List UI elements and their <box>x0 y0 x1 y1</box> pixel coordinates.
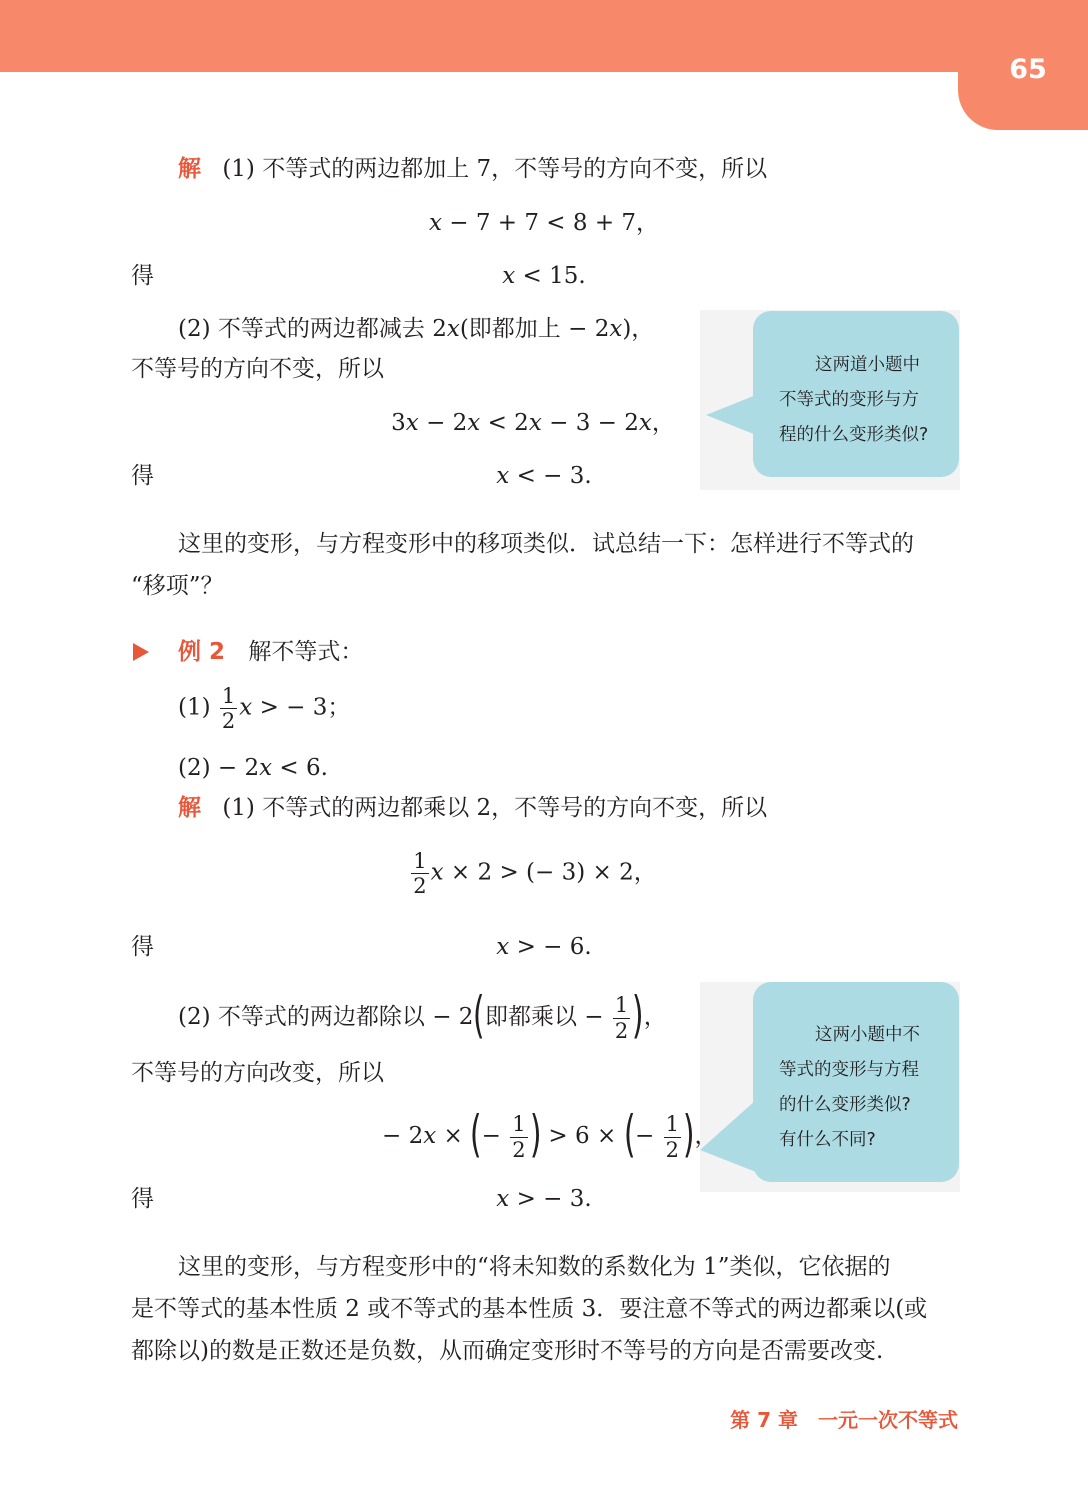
get-label: 得 <box>131 934 154 960</box>
result-4: x > − 3. <box>496 1186 592 1212</box>
hint-bubble-1: 这两道小题中 不等式的变形与方 程的什么变形类似? <box>753 311 959 477</box>
header-bar <box>0 0 1088 72</box>
example-label: 例 2 <box>178 639 226 665</box>
get-label: 得 <box>131 1186 154 1212</box>
play-arrow-icon <box>133 643 149 661</box>
summary-2-line-2: 是不等式的基本性质 2 或不等式的基本性质 3．要注意不等式的两边都乘以(或 <box>131 1296 928 1322</box>
summary-1-line-1: 这里的变形，与方程变形中的移项类似．试总结一下：怎样进行不等式的 <box>178 531 914 557</box>
chapter-footer: 第 7 章 一元一次不等式 <box>730 1408 958 1432</box>
solution-label: 解 <box>178 156 201 182</box>
result-2: x < − 3. <box>496 463 592 489</box>
bubble-tail <box>706 395 756 435</box>
equation-1: x − 7 + 7 < 8 + 7， <box>428 210 660 236</box>
equation-4: − 2x × (− $\frac{1}{2}$ ) > 6 × (− $\frac{1}{2}$ )， <box>382 1105 718 1163</box>
get-label: 得 <box>131 463 154 489</box>
summary-2-line-3: 都除以)的数是正数还是负数，从而确定变形时不等号的方向是否需要改变. <box>131 1338 884 1364</box>
hint-bubble-2: 这两小题中不 等式的变形与方程 的什么变形类似? 有什么不同? <box>753 982 959 1182</box>
question-1: (1) $\frac{1}{2}$ x > − 3； <box>178 684 351 734</box>
solution-line-4b: 不等号的方向改变，所以 <box>131 1060 384 1086</box>
bubble-tail <box>700 1100 756 1172</box>
example-2-heading: 例 2 解不等式： <box>178 639 364 665</box>
equation-2: 3x − 2x < 2x − 3 − 2x， <box>391 410 675 436</box>
result-3: x > − 6. <box>496 934 592 960</box>
result-1: x < 15. <box>502 263 586 289</box>
solution-line-4: (2) 不等式的两边都除以 − 2(即都乘以 − $\frac{1}{2}$ )， <box>178 986 667 1044</box>
equation-3: $\frac{1}{2}$ x × 2 > (− 3) × 2， <box>413 849 657 899</box>
summary-2-line-1: 这里的变形，与方程变形中的“将未知数的系数化为 1”类似，它依据的 <box>178 1254 891 1280</box>
solution-line-2: (2) 不等式的两边都减去 2x(即都加上 − 2x)， <box>178 316 655 342</box>
solution-label: 解 <box>178 795 201 821</box>
summary-1-line-2: “移项”？ <box>131 573 224 599</box>
solution-line-2b: 不等号的方向不变，所以 <box>131 356 384 382</box>
solution-line-3: 解 (1) 不等式的两边都乘以 2，不等号的方向不变，所以 <box>178 795 768 821</box>
solution-line-1: 解 (1) 不等式的两边都加上 7，不等号的方向不变，所以 <box>178 156 768 182</box>
page-number: 65 <box>958 0 1088 130</box>
get-label: 得 <box>131 263 154 289</box>
question-2: (2) − 2x < 6. <box>178 755 328 781</box>
